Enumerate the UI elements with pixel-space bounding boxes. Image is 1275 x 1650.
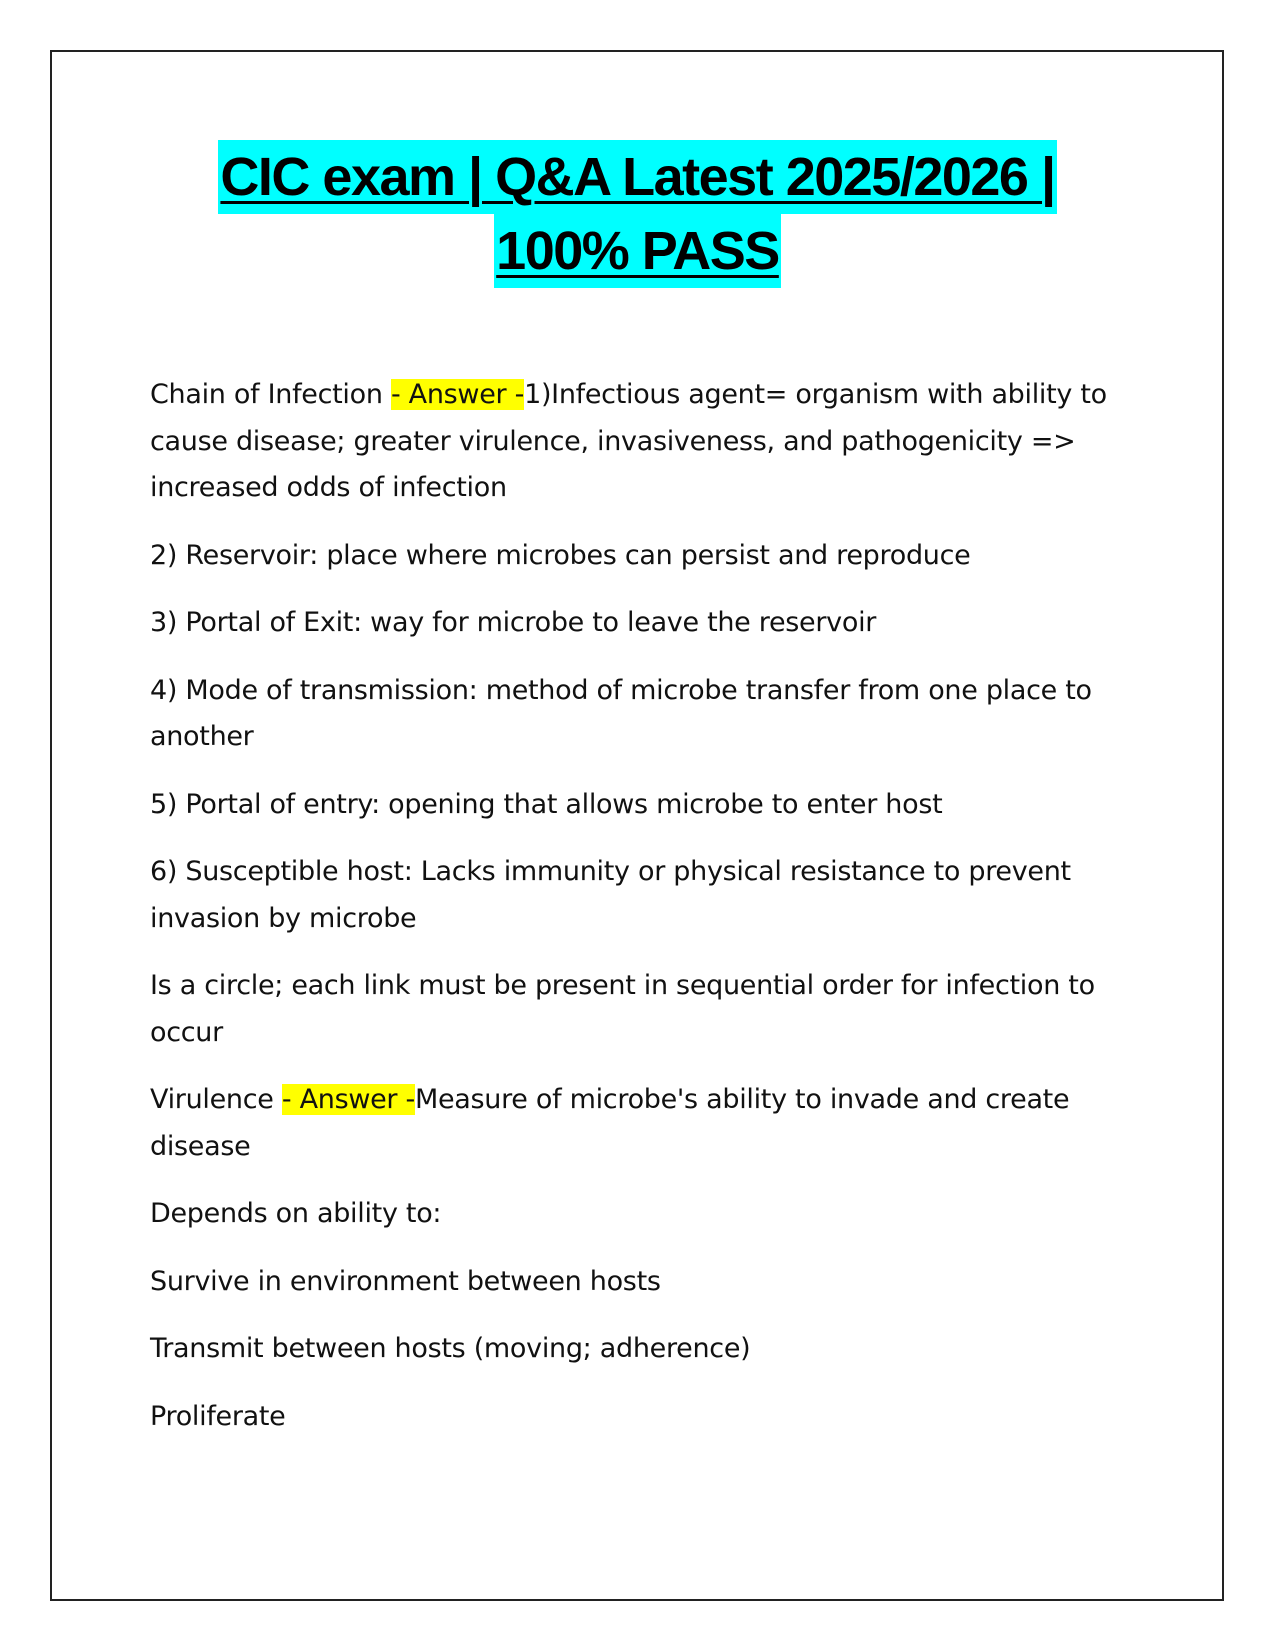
paragraph-depends-on: Depends on ability to: — [150, 1198, 442, 1229]
document-title — [0, 140, 1275, 288]
question-term: Chain of Infection — [150, 379, 391, 410]
answer-marker: - Answer - — [281, 1084, 415, 1115]
qa-entry-chain-of-infection — [150, 372, 1130, 512]
paragraph-susceptible-host: 6) Susceptible host: Lacks immunity or physical resistance to prevent invasion by microbe — [150, 856, 1071, 934]
paragraph-survive: Survive in environment between hosts — [150, 1265, 661, 1297]
qa-entry-virulence — [150, 1077, 1130, 1170]
paragraph-portal-of-exit: 3) Portal of Exit: way for microbe to leave the reservoir — [150, 607, 877, 638]
paragraph-circle-note: Is a circle; each link must be present in sequential order for infection to occur — [150, 970, 1095, 1048]
paragraph-portal-of-entry: 5) Portal of entry: opening that allows microbe to enter host — [150, 788, 943, 820]
answer-text: Measure of microbe's ability to invade and create disease — [150, 1084, 1070, 1162]
paragraph-proliferate: Proliferate — [150, 1400, 286, 1432]
title-line-2: 100% PASS — [494, 214, 781, 288]
paragraph-transmit: Transmit between hosts (moving; adherence) — [150, 1333, 751, 1364]
title-line-1: CIC exam | Q&A Latest 2025/2026 | — [218, 140, 1056, 214]
answer-text: 1)Infectious agent= organism with ability to cause disease; greater virulence, invasiveness, and pathogenicity => increased odds of infection — [150, 379, 1107, 503]
question-term: Virulence — [150, 1084, 282, 1115]
document-body — [150, 372, 1130, 1461]
paragraph-reservoir: 2) Reservoir: place where microbes can persist and reproduce — [150, 539, 971, 571]
answer-marker: - Answer - — [390, 379, 525, 410]
paragraph-mode-of-transmission: 4) Mode of transmission: method of microbe transfer from one place to another — [150, 674, 1092, 752]
